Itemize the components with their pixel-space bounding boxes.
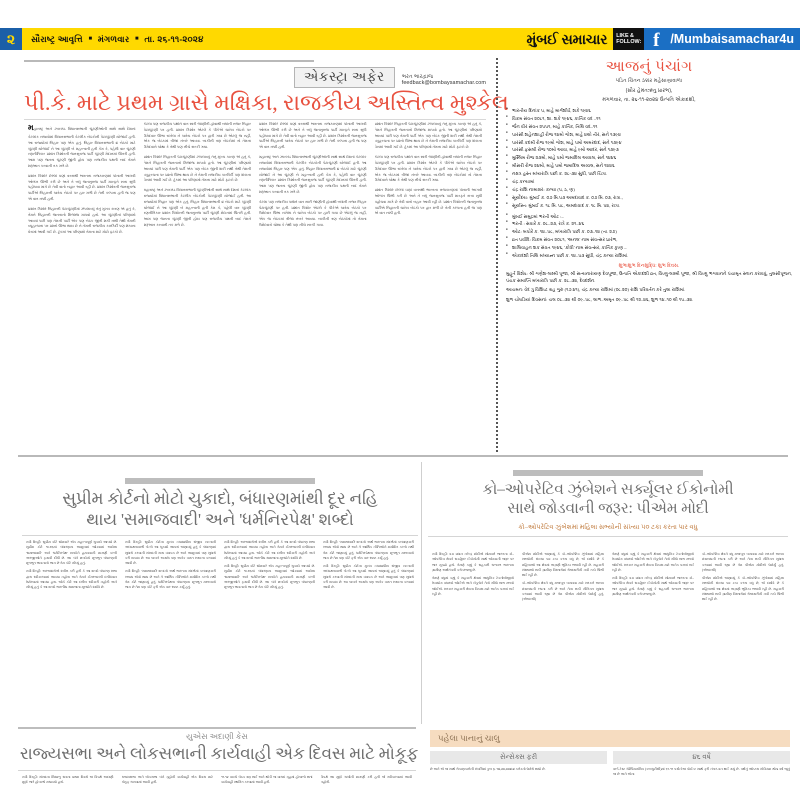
panchang-item: ■ ચંદ્ર રાશિ નામાક્ષર: કન્યા (૫, ઠ, ણ) [506,186,792,194]
column-body: રાજ્યસભા અને લોકસભા બંને ગૃહોની કાર્યવાહી એક દિવસ માટે મોકૂફ રાખવામાં આવી હતી. [121,775,213,785]
column-body: નવી દિલ્હી: વડા પ્રધાન નરેન્દ્ર મોદીએ સોમવારે ભારતના કો–ઓપરેટિવ ક્ષેત્રને સર્ક્યૂલર ઈકોનોમી સાથે જોડવાની જરૂર પર ભાર મૂક્યો હતો. તેમણે કહ્યું કે સહકારી ચળવળ ભારતના ગ્રામીણ અર્થતંત્રની કરોડરજ્જુ છે. [612,576,694,596]
column-body: તેમણે વધુમાં કહ્યું કે સહકારી ક્ષેત્રમાં આધુનિક ટેક્નોલોજીનો ઉપયોગ વધારવો જોઈએ અને ખેડૂતોને તેનો સીધો લાભ મળવો જોઈએ. સરકાર સહકારી ક્ષેત્રના વિકાસ માટે અનેક પગલાં લઈ રહી છે. [612,552,694,572]
headline-line-2: થાય 'સમાજવાદી' અને 'ધર્મનિરપેક્ષ' શબ્દો [86,510,354,530]
headline-line-1: કો–ઓપરેટિવ ઝુંબેશને સર્ક્યૂલર ઈકોનોમી [482,481,734,498]
column-body: પ્રશાંત કિશોરે બિહારની પેટાચૂંટણીમાં ઝંપલાવ્યું તેનું મુખ્ય કારણ એ હતું કે, તેમને બિહારની જનતાનો મિજાજ માપવો હતો. આ ચૂંટણીનાં પરિણામો આવ્યાં પછી પણ તેમની પાર્ટી એક પણ બેઠક જીતી શકી નથી તેથી તેમની વ્યૂહરચના પર પ્રશ્નો ઊભા થાય છે ને તેમની રાજકીય કારકિર્દી પણ શંકાના ઘેરામાં આવી ગઈ છે. ટૂંકમાં આ પરિણામો તેમના માટે મોટો ફટકો છે. [374,122,482,150]
continued-subhead-years: ૪૬ વર્ષે [613,751,790,764]
panchang-item: ■ સૂર્યોદય: મુંબઈ ક. ૦૭ મિ.૫૩ અમદાવાદ ક. ૦૭ મિ. ૦૩, રાત્રા., [506,194,792,202]
continued-bodies [430,767,790,778]
column-body: મહારાષ્ટ્ર અને ઝારખંડ વિધાનસભાની ચૂંટણીઓની સાથે સાથે દેશનાં કેટલાંક રાજ્યોમાં વિધાનસભાની કેટલીક બેઠકોની પેટાચૂંટણી યોજાઈ હતી. આ રાજ્યોમાં બિહાર પણ એક હતું. બિહાર વિધાનસભાની ૪ બેઠકો માટે ચૂંટણી યોજાઈ ને આ ચૂંટણી બે મહત્ત્વની હતી કેમ કે, પહેલી વાર ચૂંટણી રણનીતિકાર પ્રશાંત કિશોરની જનસુરાજ પાર્ટી ચૂંટણી મેદાનમાં ઊતરી હતી. આમ પણ જનતા ચૂંટણી જીતી હોય પણ રાજકીય પક્ષની બાદ તેમને શરૂઆત કરવાની તક મળે છે. [259,155,367,194]
article-column [217,775,317,800]
panchang-dinshuddhi-head: શુભાશુભ દિનશુદ્ધિ: શુભ દિવસ. [618,263,680,269]
headline-rule [22,535,418,536]
article-column [118,775,218,800]
article-column [140,122,256,452]
story-kicker: યુએસ અદાણી કેસ [186,732,248,741]
like-follow-label [613,28,644,50]
panchang-item: ■ પારસી શહેનશાહી રોજ ૧૪મો ગોશ, માહે ૪થો તીર, સને ૧૩૯૪ [506,131,792,139]
page-number: ૨ [0,28,22,50]
supreme-court-columns [22,540,418,725]
edition-day: મંગળવાર [97,33,130,44]
panchang-season-line: (સૌર હેમંતઋતુ પ્રારંભ), [625,88,673,94]
column-body: ૧૧.૧૨ વાગ્યે બેઠક શરૂ થઈ અને થોડી જ વારમાં ગૃહમાં હોબાળો થતાં કાર્યવાહી સ્થગિત કરવામાં આવી હતી. [221,775,313,785]
panchang-item: ■ પારસી ફસલી રોજ ૧૦મો આવા, માહે ૯મો આદર, સને ૧૩૯૩ [506,146,792,154]
article-column [255,122,371,452]
story-top-bar [125,478,315,484]
like-follow-line1: LIKE & [616,32,634,39]
panchang-tide-item: ■ શાલિવાહન શક સંવત ૧૯૪૬, 'ક્રોધી' નામ સંવત્સર, કાર્તિક કૃષ્ણ – [506,244,792,252]
masthead-bar [0,28,800,50]
like-follow-line2: FOLLOW: [616,39,642,45]
panchang-item: ■ ભારતીય દિનાંક ૫, માહે માર્ગશીર્ષ, શકે ૧૯૪૬ [506,107,792,115]
column-body: તેમણે વધુમાં કહ્યું કે સહકારી ક્ષેત્રમાં આધુનિક ટેક્નોલોજીનો ઉપયોગ વધારવો જોઈએ અને ખેડૂતોને તેનો સીધો લાભ મળવો જોઈએ. સરકાર સહકારી ક્ષેત્રના વિકાસ માટે અનેક પગલાં લઈ રહી છે. [432,576,514,596]
headline-underline [24,119,486,120]
panchang-panel [496,58,792,452]
column-body: પ્રશાંત કિશોરે છેલ્લાં ઘણાં વરસથી ભારતના રાજકારણમાં પોતાની આગવી ઓળખ ઊભી કરી છે અને તે બધું જનસુરાજ પાર્ટી મારફતે સત્તા સુધી પહોંચવા માગે છે તેવી વાતો બહાર આવી રહી છે. પ્રશાંત કિશોરની જનસુરાજ પાર્ટીએ બિહારની ચારેય બેઠકો પર હાર મળી છે તેની કલ્પના હતી જ પણ એ વાત નક્કી હતી. [28,173,136,202]
article-column [22,540,121,725]
panchang-item: ■ જૈન વીર સંવત ૨૫૫૧, માહે કાર્તિક, તિથિ વદ–૧૧ [506,123,792,131]
continued-sub-headers [430,751,790,764]
article-column [121,540,220,725]
panchang-date-line: મંગળવાર, તા. ૨૬-૧૧-૨૦૨૪ ઉત્પતિ એકાદશી, [602,97,696,103]
column-body: કો–ઓપરેટિવ ક્ષેત્રને વધુ મજબૂત બનાવવા માટે સરકારે અલગ મંત્રાલયની રચના કરી છે અને તેના થકી નીતિગત સુધારા કરવામાં આવી રહ્યા છે તેમ પીએમ મોદીએ ઉમેર્યું હતું. (એજન્સી) [522,581,604,602]
column-body: કો–ઓપરેટિવ ક્ષેત્રને વધુ મજબૂત બનાવવા માટે સરકારે અલગ મંત્રાલયની રચના કરી છે અને તેના થકી નીતિગત સુધારા કરવામાં આવી રહ્યા છે તેમ પીએમ મોદીએ ઉમેર્યું હતું. (એજન્સી) [702,552,784,572]
modi-story-header [428,470,788,537]
column-body: નવી દિલ્હી: અરજદારોએ દલીલ કરી હતી કે આ શબ્દો બંધારણ સભા દ્વારા સ્વીકારવામાં આવ્યા નહોતા અને તેમને ઈમરજન્સી દરમિયાન ઉમેરવામાં આવ્યા હતા. જોકે કોર્ટે આ દલીલ સ્વીકારી નહોતી અને નોંધ્યું હતું કે આ શબ્દો ભારતીય સમાજના મૂલ્યોને દર્શાવે છે. [26,569,117,590]
byline [402,74,486,89]
panchang-tide-item: ■ ભરતી : સવારે ક. ૦૮–૨૩, રાત્રે ક. ૨૧–૪૬ [506,220,792,228]
panchang-item: ■ નક્ષત્ર હસ્ત મધ્યરાત્રિ પછી ક. ૨૮-૩૪ સુધી, પછી ચિત્રા. [506,170,792,178]
facebook-icon[interactable] [644,28,668,50]
panchang-item: ■ ચંદ્ર કન્યામાં [506,178,792,186]
byline-author: ભરત ભારદ્વાજ [401,73,434,80]
column-body: પ્રશાંત કિશોરે બિહારની પેટાચૂંટણીમાં ઝંપલાવ્યું તેનું મુખ્ય કારણ એ હતું કે, તેમને બિહારની જનતાનો મિજાજ માપવો હતો. આ ચૂંટણીનાં પરિણામો આવ્યાં પછી પણ તેમની પાર્ટી એક પણ બેઠક જીતી શકી નથી તેથી તેમની વ્યૂહરચના પર પ્રશ્નો ઊભા થાય છે ને તેમની રાજકીય કારકિર્દી પણ શંકાના ઘેરામાં આવી ગઈ છે. ટૂંકમાં આ પરિણામો તેમના માટે મોટો ફટકો છે. [143,155,251,183]
column-body: પીએમ મોદીએ જણાવ્યું કે કો–ઓપરેટિવ ઝુંબેશમાં મહિલા સભ્યોની સંખ્યા ૫૦ ટકા કરતા વધુ છે, જે દર્શાવે છે કે મહિલાઓ આ ક્ષેત્રમાં અગ્રણી ભૂમિકા ભજવી રહી છે. સહકારી સંસ્થાઓ થકી ગ્રામીણ વિસ્તારોમાં રોજગારીની નવી તકો ઊભી થઈ રહી છે. [702,576,784,602]
column-badge: એકસ્ટ્રા અફેર [294,67,395,88]
headline-line-2: સાથે જોડવાની જરૂર: પીએમ મોદી [507,500,709,518]
article-column [371,122,487,452]
continued-body-years: વર્લ્ડ ટેસ્ટ ચેમ્પિયનશિપ (ડબ્લ્યુટીસી)માં ૬૧.૧૧ પર્સન્ટેજ પોઈન્ટ સાથે ફરી નંબર-વન થઈ ગયું છે. પર્થનું ઓપ્ટસ સ્ટેડિયમ થોડા વર્ષ જૂનું જ છે અને એના [613,767,790,777]
column-body: નવી દિલ્હી: વડા પ્રધાન નરેન્દ્ર મોદીએ સોમવારે ભારતના કો–ઓપરેટિવ ક્ષેત્રને સર્ક્યૂલર ઈકોનોમી સાથે જોડવાની જરૂર પર ભાર મૂક્યો હતો. તેમણે કહ્યું કે સહકારી ચળવળ ભારતના ગ્રામીણ અર્થતંત્રની કરોડરજ્જુ છે. [432,552,514,572]
panchang-item: ■ પારસી કદમી રોજ ૧૯મો ગોશ, માહે ૫મો અમરદાદ, સને ૧૩૯૪ [506,139,792,147]
main-headline: પી.કે. માટે પ્રથમ ગ્રાસે મક્ષિકા, રાજકીય અસ્તિત્વ મુશ્કેલ [24,90,509,115]
column-body: વિપક્ષે આ મુદ્દે ચર્ચાની માગણી કરી હતી જે સ્વીકારવામાં આવી નહોતી. [320,775,412,785]
column-body: મહારાષ્ટ્ર અને ઝારખંડ વિધાનસભાની ચૂંટણીઓની સાથે સાથે દેશનાં કેટલાંક રાજ્યોમાં વિધાનસભાની કેટલીક બેઠકોની પેટાચૂંટણી યોજાઈ હતી. આ રાજ્યોમાં બિહાર પણ એક હતું. બિહાર વિધાનસભાની ૪ બેઠકો માટે ચૂંટણી યોજાઈ ને આ ચૂંટણી બે મહત્ત્વની હતી કેમ કે, પહેલી વાર ચૂંટણી રણનીતિકાર પ્રશાંત કિશોરની જનસુરાજ પાર્ટી ચૂંટણી મેદાનમાં ઊતરી હતી. આમ પણ જનતા ચૂંટણી જીતી હોય પણ રાજકીય પક્ષની બાદ તેમને શરૂઆત કરવાની તક મળે છે. [143,188,251,227]
byline-email: feedback@bombaysamachar.com [401,80,486,87]
panchang-title: આજનું પંચાંગ [605,59,693,75]
article-column [428,552,518,727]
vertical-divider [421,462,422,724]
story-headline [22,488,418,531]
headline-rule [428,536,788,537]
article-column [608,552,698,727]
facebook-glyph: f [653,29,660,51]
column-body: નવી દિલ્હી: સંસદના શિયાળુ સત્રના પ્રથમ દિવસે જ વિપક્ષે અદાણી મુદ્દે ભારે હોબાળો મચાવ્યો હતો. [22,775,114,785]
column-body: કેટલા પણ રાજકીય પક્ષોને વાત સારી જાણીતી હોવાથી બધાંની નજર બિહાર પેટાચૂંટણી પર હતી. પ્રશાંત કિશોર એટલે કે પીકેએ ચારેય બેઠકો પર ઉમેદવાર ઊભા રાખેલા ને ચારેય બેઠકો પર હારી ગયા છે એટલું જ નહીં, એક જ બેઠકમાં ત્રીજા નંબરે આવ્યા. બાકીની ત્રણ બેઠકોમાં તો તેમના ઉમેદવારો ચોથા કે તેથી પણ નીચે સરકી ગયા. [374,155,482,183]
article-column [518,552,608,727]
headline-rule [18,770,416,771]
column-body: પીએમ મોદીએ જણાવ્યું કે કો–ઓપરેટિવ ઝુંબેશમાં મહિલા સભ્યોની સંખ્યા ૫૦ ટકા કરતા વધુ છે, જે દર્શાવે છે કે મહિલાઓ આ ક્ષેત્રમાં અગ્રણી ભૂમિકા ભજવી રહી છે. સહકારી સંસ્થાઓ થકી ગ્રામીણ વિસ્તારોમાં રોજગારીની નવી તકો ઊભી થઈ રહી છે. [522,552,604,578]
panchang-author: પંડિત ચિંતન ઠક્કર મહેસાણાવાળા [615,78,683,84]
column-body: નવી દિલ્હી: 'સમાજવાદી' શબ્દનો અર્થ ભારતના સંદર્ભમાં કલ્યાણકારી રાજ્ય એવો થાય છે અને તે આર્થિક નીતિઓને મર્યાદિત કરતો નથી તેમ કોર્ટે જણાવ્યું હતું. ધર્મનિરપેક્ષતા બંધારણના મૂળભૂત માળખાનો ભાગ છે તેમ પણ કોર્ટે ફરી એક વાર સ્પષ્ટ કર્યું હતું. [323,540,414,560]
section-divider [18,727,416,729]
panchang-item-list [506,107,792,210]
separator-icon: ■ [88,35,93,42]
column-body: કેટલા પણ રાજકીય પક્ષોને વાત સારી જાણીતી હોવાથી બધાંની નજર બિહાર પેટાચૂંટણી પર હતી. પ્રશાંત કિશોર એટલે કે પીકેએ ચારેય બેઠકો પર ઉમેદવાર ઊભા રાખેલા ને ચારેય બેઠકો પર હારી ગયા છે એટલું જ નહીં, એક જ બેઠકમાં ત્રીજા નંબરે આવ્યા. બાકીની ત્રણ બેઠકોમાં તો તેમના ઉમેદવારો ચોથા કે તેથી પણ નીચે સરકી ગયા. [259,199,367,227]
brand-title: મુંબઈ સમાચાર [526,30,608,47]
panchang-tide-list [506,213,792,260]
panchang-tide-item: ■ વ્રત પર્વાદિ: વિક્રમ સંવત ૨૦૮૧, 'અનલ' નામ સંવત્સર પ્રારંભ, [506,236,792,244]
facebook-handle-link[interactable]: /Mumbaisamachar4u [668,28,800,50]
column-body: મહારાષ્ટ્ર અને ઝારખંડ વિધાનસભાની ચૂંટણીઓની સાથે સાથે દેશનાં કેટલાંક રાજ્યોમાં વિધાનસભાની કેટલીક બેઠકોની પેટાચૂંટણી યોજાઈ હતી. આ રાજ્યોમાં બિહાર પણ એક હતું. બિહાર વિધાનસભાની ૪ બેઠકો માટે ચૂંટણી યોજાઈ ને આ ચૂંટણી બે મહત્ત્વની હતી કેમ કે, પહેલી વાર ચૂંટણી રણનીતિકાર પ્રશાંત કિશોરની જનસુરાજ પાર્ટી ચૂંટણી મેદાનમાં ઊતરી હતી. આમ પણ જનતા ચૂંટણી જીતી હોય પણ રાજકીય પક્ષની બાદ તેમને શરૂઆત કરવાની તક મળે છે. [28,123,136,169]
edition-date: તા. ૨૬-૧૧-૨૦૨૪ [144,33,204,44]
continued-box-header: પહેલા પાનાનું ચાલુ [430,730,790,747]
panchang-note: મુહૂર્ત વિશેષ: શ્રી ગણેશ-લક્ષ્મી પૂજા, શ્રી સત્યનારાયણ દેવપૂજા, ઉત્પતિ એકાદશી વ્રત, વિષ્ણુ-લક્ષ્મી પૂજા, શ્રી વિષ્ણુ ભગવાનને પંચામૃત સ્નાન કરાવવું, તુલસીપૂજન, પંચક સમાપ્તિ મધ્યરાત્રિ પછી ક. ૨૮–૩૪, દેવદર્શન. [506,270,792,284]
column-body: નવી દિલ્હી: સુપ્રીમ કોર્ટે સોમવારે એક મહત્ત્વપૂર્ણ ચુકાદો આપ્યો છે. સુપ્રીમ કોર્ટે ૧૯૭૬માં બંધારણના આમુખમાં જોડવામાં આવેલા 'સમાજવાદી' અને 'ધર્મનિરપેક્ષ' શબ્દોને હટાવવાની માગણી કરતી અરજીઓને ફગાવી દીધી છે. આ બંને શબ્દોનો મૂળભૂત બંધારણની મૂળભૂત ભાવનાનો ભાગ છે તેમ કોર્ટે નોંધ્યું હતું. [224,564,315,590]
supreme-court-story-header [22,478,418,536]
story-subheadline: કો–ઓપરેટિવ ઝુંબેશમાં મહિલા સભ્યોની સંખ્યા ૫૦ ટકા કરતા પાર વધુ [518,523,698,531]
column-body: પ્રશાંત કિશોરે બિહારની પેટાચૂંટણીમાં ઝંપલાવ્યું તેનું મુખ્ય કારણ એ હતું કે, તેમને બિહારની જનતાનો મિજાજ માપવો હતો. આ ચૂંટણીનાં પરિણામો આવ્યાં પછી પણ તેમની પાર્ટી એક પણ બેઠક જીતી શકી નથી તેથી તેમની વ્યૂહરચના પર પ્રશ્નો ઊભા થાય છે ને તેમની રાજકીય કારકિર્દી પણ શંકાના ઘેરામાં આવી ગઈ છે. ટૂંકમાં આ પરિણામો તેમના માટે મોટો ફટકો છે. [28,206,136,235]
story-headline: રાજ્યસભા અને લોકસભાની કાર્યવાહી એક દિવસ માટે મોકૂફ [19,744,419,763]
article-column [317,775,417,800]
continued-subhead-sensex: સેન્સેક્સ ફરી [430,751,607,764]
edition-info [31,34,204,45]
article-column [319,540,418,725]
panchang-note: શુભ ચોઘડિયાં દિવસનાં: ચલ ૦૮–૩૪ થી ૦૯–૫૮, લાભ–અમૃત ૦૯–૫૮ થી ૧૨–૪૬, શુભ ૧૪–૧૦ થી ૧૫–૩૪. [506,296,694,302]
column-top-rule [24,60,314,62]
column-body: નવી દિલ્હી: 'સમાજવાદી' શબ્દનો અર્થ ભારતના સંદર્ભમાં કલ્યાણકારી રાજ્ય એવો થાય છે અને તે આર્થિક નીતિઓને મર્યાદિત કરતો નથી તેમ કોર્ટે જણાવ્યું હતું. ધર્મનિરપેક્ષતા બંધારણના મૂળભૂત માળખાનો ભાગ છે તેમ પણ કોર્ટે ફરી એક વાર સ્પષ્ટ કર્યું હતું. [125,569,216,590]
article-column [220,540,319,725]
column-body: નવી દિલ્હી: સુપ્રીમ કોર્ટના મુખ્ય ન્યાયાધીશ સંજીવ ખન્નાની અધ્યક્ષતાવાળી બેન્ચે આ ચુકાદો આપતાં જણાવ્યું હતું કે બંધારણમાં સુધારો કરવાની સંસદની સત્તા વ્યાપક છે અને આમુખમાં પણ સુધારો કરી શકાય છે. આ બાબતે અગાઉ પણ અનેક વખત સ્પષ્ટતા કરવામાં આવી છે. [323,564,414,590]
panchang-tide-item: ■ ઓટ: બપોરે ક. ૧૪–૫૮, મધ્યરાત્રિ પછી ક. ૦૩–૧૪ (તા. ૨૭) [506,228,792,236]
column-body: પ્રશાંત કિશોરે છેલ્લાં ઘણાં વરસથી ભારતના રાજકારણમાં પોતાની આગવી ઓળખ ઊભી કરી છે અને તે બધું જનસુરાજ પાર્ટી મારફતે સત્તા સુધી પહોંચવા માગે છે તેવી વાતો બહાર આવી રહી છે. પ્રશાંત કિશોરની જનસુરાજ પાર્ટીએ બિહારની ચારેય બેઠકો પર હાર મળી છે તેની કલ્પના હતી જ પણ એ વાત નક્કી હતી. [374,188,482,216]
panchang-item: ■ સૂર્યાસ્ત: મુંબઈ ક. ૧૮ મિ. ૫૮, અમદાવાદ ક. ૧૮ મિ. ૫૪, રાત્રા. [506,202,792,210]
panchang-item: ■ વિક્રમ સંવત ૨૦૮૧, શા. શકે ૧૯૪૬, કાર્તિક વદ –૧૧ [506,115,792,123]
column-body: કેટલા પણ રાજકીય પક્ષોને વાત સારી જાણીતી હોવાથી બધાંની નજર બિહાર પેટાચૂંટણી પર હતી. પ્રશાંત કિશોર એટલે કે પીકેએ ચારેય બેઠકો પર ઉમેદવાર ઊભા રાખેલા ને ચારેય બેઠકો પર હારી ગયા છે એટલું જ નહીં, એક જ બેઠકમાં ત્રીજા નંબરે આવ્યા. બાકીની ત્રણ બેઠકોમાં તો તેમના ઉમેદવારો ચોથા કે તેથી પણ નીચે સરકી ગયા. [143,122,251,150]
story-headline [428,480,788,519]
separator-icon: ■ [135,35,139,42]
modi-story-columns [428,552,788,727]
article-column [698,552,788,727]
article-column [24,122,140,452]
top-story-columns [24,122,486,452]
column-body: પ્રશાંત કિશોરે છેલ્લાં ઘણાં વરસથી ભારતના રાજકારણમાં પોતાની આગવી ઓળખ ઊભી કરી છે અને તે બધું જનસુરાજ પાર્ટી મારફતે સત્તા સુધી પહોંચવા માગે છે તેવી વાતો બહાર આવી રહી છે. પ્રશાંત કિશોરની જનસુરાજ પાર્ટીએ બિહારની ચારેય બેઠકો પર હાર મળી છે તેની કલ્પના હતી જ પણ એ વાત નક્કી હતી. [259,122,367,150]
column-body: નવી દિલ્હી: સુપ્રીમ કોર્ટે સોમવારે એક મહત્ત્વપૂર્ણ ચુકાદો આપ્યો છે. સુપ્રીમ કોર્ટે ૧૯૭૬માં બંધારણના આમુખમાં જોડવામાં આવેલા 'સમાજવાદી' અને 'ધર્મનિરપેક્ષ' શબ્દોને હટાવવાની માગણી કરતી અરજીઓને ફગાવી દીધી છે. આ બંને શબ્દોનો મૂળભૂત બંધારણની મૂળભૂત ભાવનાનો ભાગ છે તેમ કોર્ટે નોંધ્યું હતું. [26,540,117,566]
edition-name: સૌરાષ્ટ્ર આવૃત્તિ [31,33,83,44]
story-top-bar [513,470,703,476]
article-column [18,775,118,800]
panchang-item: ■ મીસરી રોજ ૨૪મો, માહે ૫મો જમાદિલ અવ્વલ, સને ૧૪૪૬ [506,162,792,170]
column-body: નવી દિલ્હી: સુપ્રીમ કોર્ટના મુખ્ય ન્યાયાધીશ સંજીવ ખન્નાની અધ્યક્ષતાવાળી બેન્ચે આ ચુકાદો આપતાં જણાવ્યું હતું કે બંધારણમાં સુધારો કરવાની સંસદની સત્તા વ્યાપક છે અને આમુખમાં પણ સુધારો કરી શકાય છે. આ બાબતે અગાઉ પણ અનેક વખત સ્પષ્ટતા કરવામાં આવી છે. [125,540,216,566]
panchang-item: ■ મુસ્લિમ રોજ ૨૩મો, માહે ૫મો જમાદિલ અવ્વલ, સને ૧૪૪૬ [506,154,792,162]
continued-body-sensex: છે અને એ જ સાથે રોકાણકારોની સંપત્તિમાં કુલ રૂ. ૧૪,૨૦,૦૦૪.૪ કરોડનો ઉમેરો થયો છે. [430,767,546,771]
panchang-note: આચમન: વેદ ત્રુ વિશિષ્ટ ગ્રહ ગુરુ (૧૭.૪૧), ચંદ્ર કન્યા રાશિમાં (૦૮.૨૦) રાશિ પરિવર્તન કરે તુલા રાશિમાં. [506,287,686,293]
panchang-tide-item: ■ એકાદશી તિથિ મધ્યાહ્ન પછી ક. ૧૪–૫૩ સુધી, ચંદ્ર કન્યા રાશિમાં. [506,252,792,260]
section-divider [18,455,788,457]
adani-story-columns [18,775,416,800]
headline-line-1: સુપ્રીમ કોર્ટનો મોટો ચુકાદો, બંધારણમાંથી દૂર નહિ [62,489,378,508]
column-body: નવી દિલ્હી: અરજદારોએ દલીલ કરી હતી કે આ શબ્દો બંધારણ સભા દ્વારા સ્વીકારવામાં આવ્યા નહોતા અને તેમને ઈમરજન્સી દરમિયાન ઉમેરવામાં આવ્યા હતા. જોકે કોર્ટે આ દલીલ સ્વીકારી નહોતી અને નોંધ્યું હતું કે આ શબ્દો ભારતીય સમાજના મૂલ્યોને દર્શાવે છે. [224,540,315,560]
continued-from-page-one-box [430,730,790,800]
extra-affair-header [24,60,509,120]
panchang-tide-head: ■ મુંબઈ સમુદ્રમાં ભરતી ઓટ :– [506,213,792,221]
